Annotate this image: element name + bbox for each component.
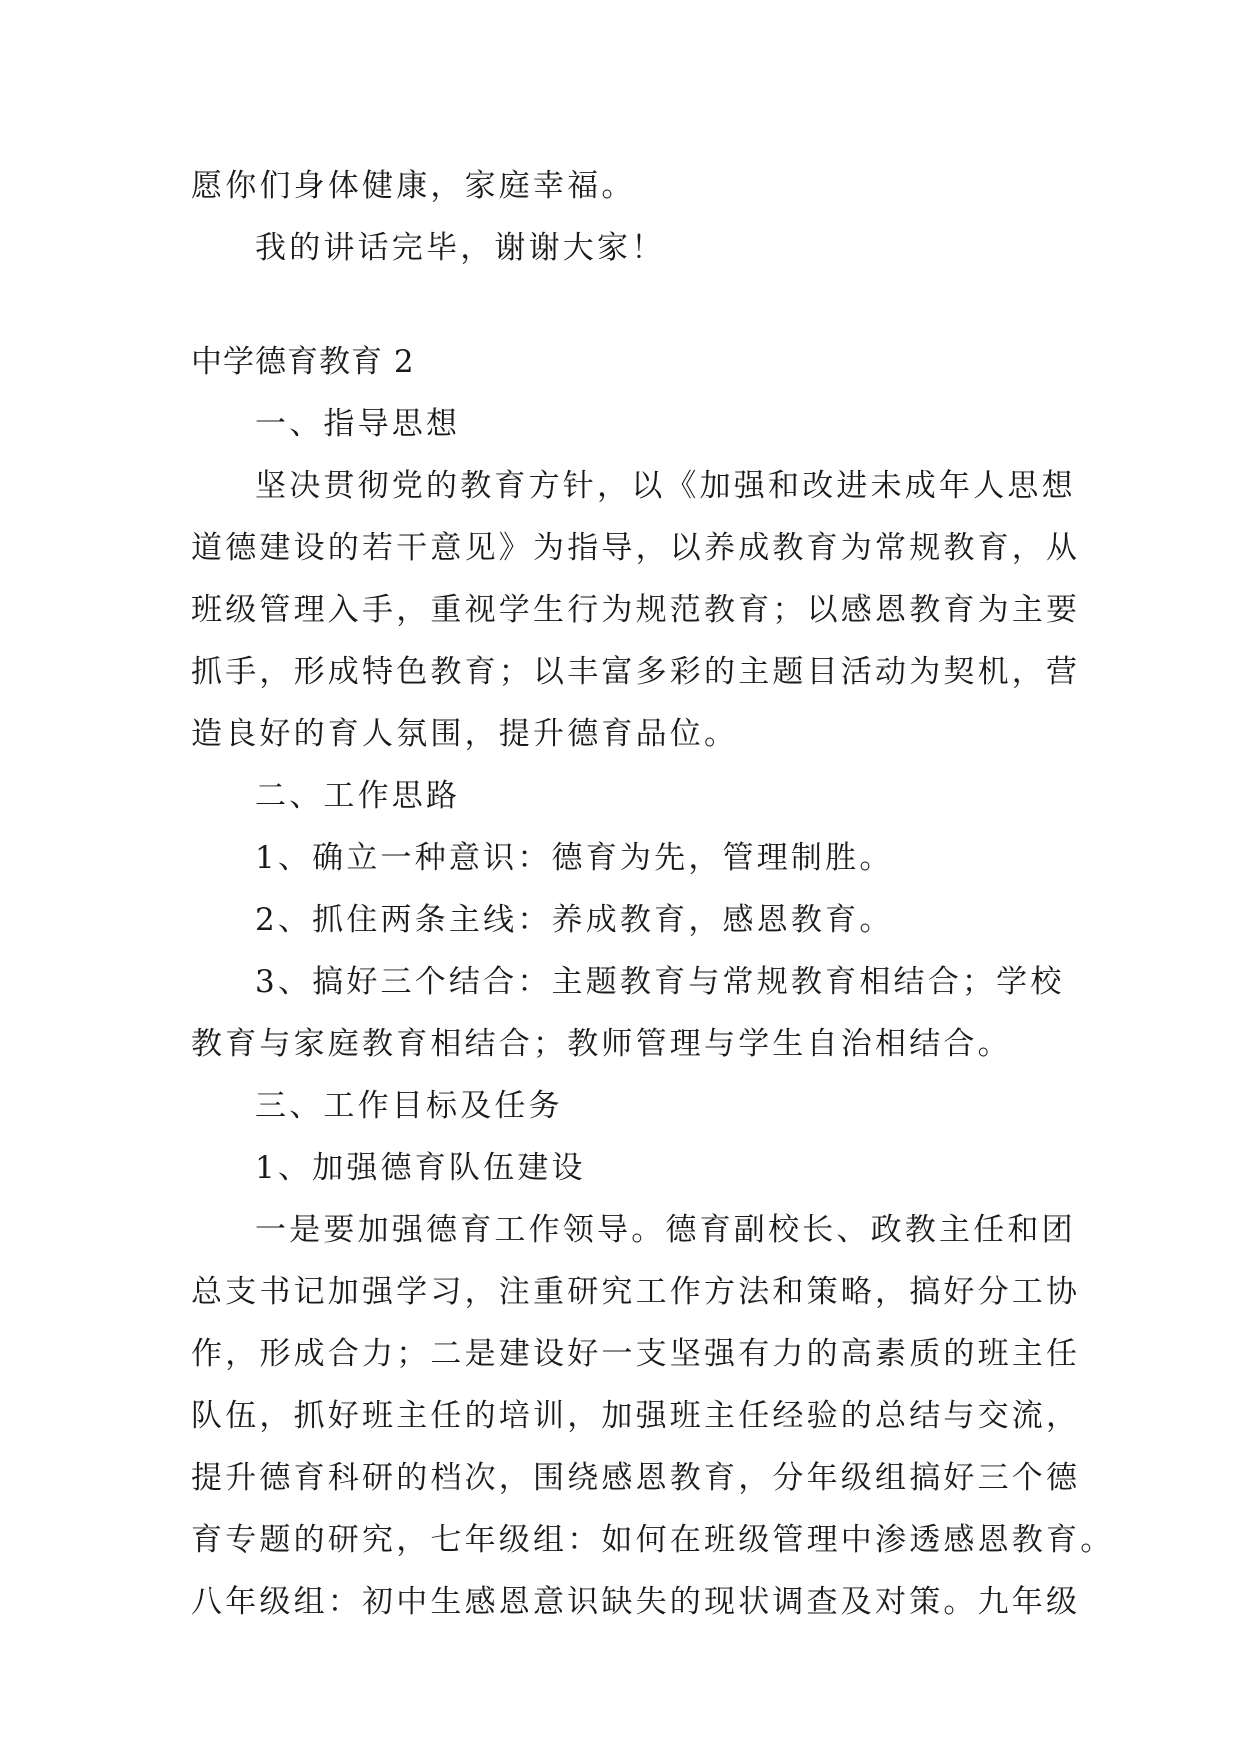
list-item: 2、抓住两条主线：养成教育，感恩教育。 (255, 902, 894, 938)
paragraph-line: 总支书记加强学习，注重研究工作方法和策略，搞好分工协 (191, 1274, 1081, 1310)
heading-work-approach: 二、工作思路 (255, 778, 461, 814)
list-item: 3、搞好三个结合：主题教育与常规教育相结合；学校 (255, 964, 1065, 1000)
heading-goals-tasks: 三、工作目标及任务 (255, 1088, 563, 1124)
paragraph-closing-wish: 愿你们身体健康，家庭幸福。 (191, 168, 636, 204)
paragraph-line: 队伍，抓好班主任的培训，加强班主任经验的总结与交流， (191, 1398, 1081, 1434)
list-item-continuation: 教育与家庭教育相结合；教师管理与学生自治相结合。 (191, 1026, 1012, 1062)
heading-guiding-ideology: 一、指导思想 (255, 406, 461, 442)
paragraph-line: 坚决贯彻党的教育方针，以《加强和改进未成年人思想 (255, 468, 1076, 504)
paragraph-line: 抓手，形成特色教育；以丰富多彩的主题目活动为契机，营 (191, 654, 1081, 690)
paragraph-closing-thanks: 我的讲话完毕，谢谢大家！ (255, 230, 666, 266)
paragraph-line: 道德建设的若干意见》为指导，以养成教育为常规教育，从 (191, 530, 1081, 566)
section-title: 中学德育教育 2 (191, 344, 415, 380)
paragraph-line: 作，形成合力；二是建设好一支坚强有力的高素质的班主任 (191, 1336, 1081, 1372)
paragraph-line: 八年级组：初中生感恩意识缺失的现状调查及对策。九年级 (191, 1584, 1081, 1620)
list-item: 1、确立一种意识：德育为先，管理制胜。 (255, 840, 894, 876)
subheading-team-building: 1、加强德育队伍建设 (255, 1150, 586, 1186)
paragraph-line: 提升德育科研的档次，围绕感恩教育，分年级组搞好三个德 (191, 1460, 1081, 1496)
paragraph-line: 一是要加强德育工作领导。德育副校长、政教主任和团 (255, 1212, 1076, 1248)
paragraph-line: 育专题的研究，七年级组：如何在班级管理中渗透感恩教育。 (191, 1522, 1115, 1558)
paragraph-line: 班级管理入手，重视学生行为规范教育；以感恩教育为主要 (191, 592, 1081, 628)
paragraph-line: 造良好的育人氛围，提升德育品位。 (191, 716, 739, 752)
